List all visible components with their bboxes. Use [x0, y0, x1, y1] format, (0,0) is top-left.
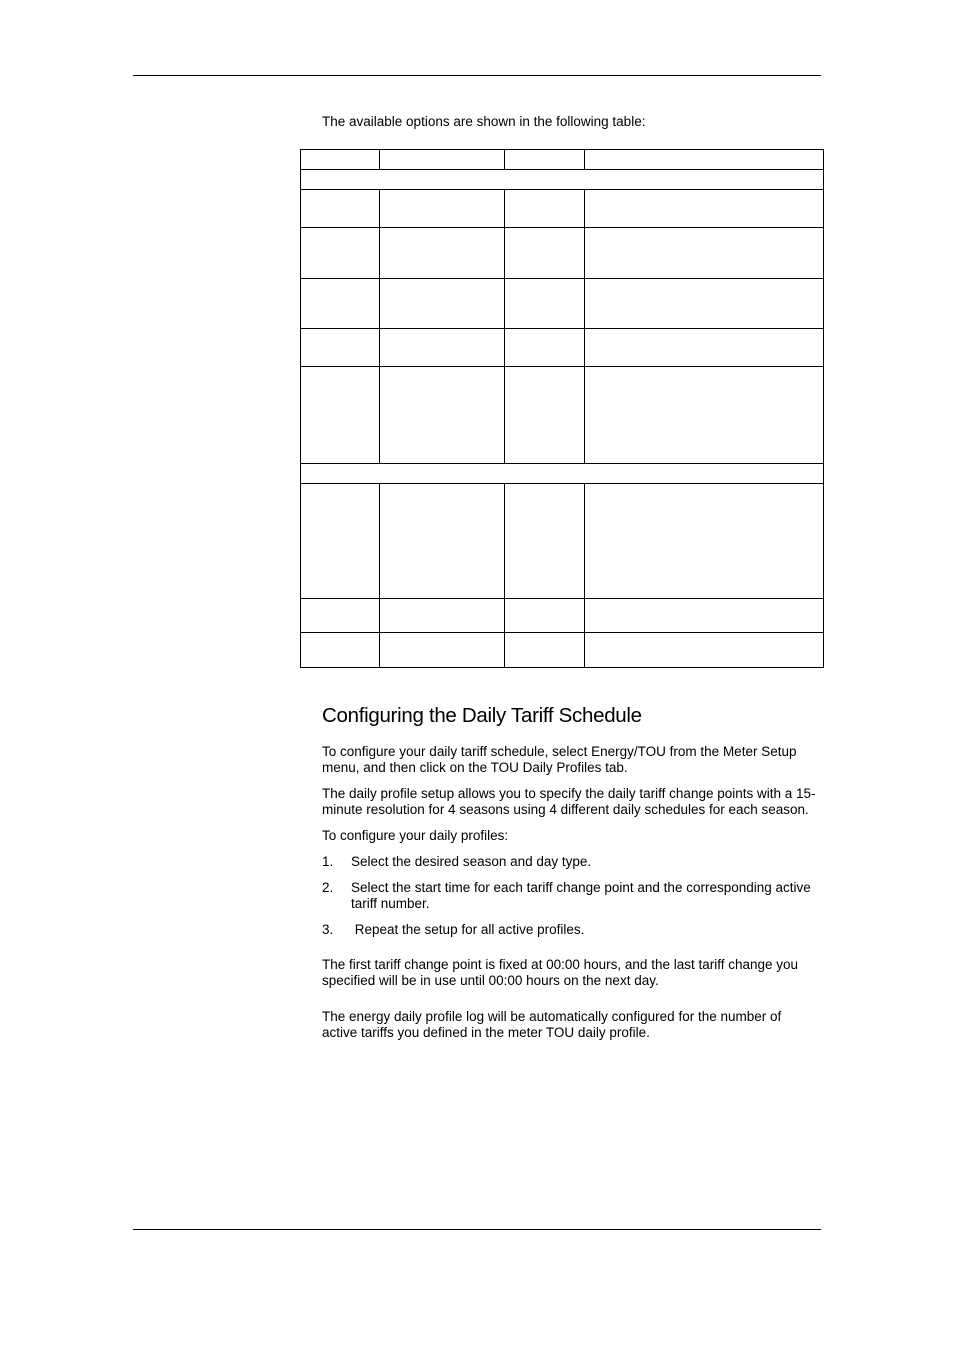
- note-paragraph: The first tariff change point is fixed at 00:00 hours, and the last tariff change you specified will be in use until 00:00 hours on the next day.: [322, 957, 799, 988]
- footer-rule: [133, 1229, 821, 1230]
- list-item: [322, 854, 817, 870]
- step-number: 3.: [322, 922, 334, 937]
- paragraph: The daily profile setup allows you to specify the daily tariff change points with a 15-minute resolution for 4 seasons using 4 different daily schedules for each season.: [322, 786, 816, 817]
- steps-list: [322, 854, 817, 938]
- step-text: Select the desired season and day type.: [351, 854, 592, 869]
- table-section-row: [301, 170, 824, 190]
- table-row: [301, 599, 824, 633]
- table-row: [301, 633, 824, 668]
- list-item: [322, 922, 817, 938]
- step-text: Repeat the setup for all active profiles.: [351, 922, 585, 937]
- note-paragraph: The energy daily profile log will be automatically configured for the number of active tariffs you defined in the meter TOU daily profile.: [322, 1009, 782, 1040]
- table-row: [301, 190, 824, 228]
- step-number: 1.: [322, 854, 334, 869]
- step-number: 2.: [322, 880, 334, 895]
- paragraph: To configure your daily profiles:: [322, 828, 509, 843]
- options-table: [300, 149, 824, 668]
- table-row: [301, 228, 824, 279]
- table-row: [301, 484, 824, 599]
- header-rule: [133, 75, 821, 76]
- table-row: [301, 367, 824, 464]
- list-item: [322, 880, 817, 912]
- paragraph: To configure your daily tariff schedule, select Energy/TOU from the Meter Setup menu, and then click on the TOU Daily Profiles tab.: [322, 744, 797, 775]
- table-section-row: [301, 464, 824, 484]
- table-row: [301, 279, 824, 329]
- intro-text: The available options are shown in the following table:: [322, 114, 646, 129]
- section-content: [322, 703, 817, 1051]
- table-row: [301, 329, 824, 367]
- step-text: Select the start time for each tariff change point and the corresponding active tariff number.: [351, 880, 811, 911]
- table-header-row: [301, 150, 824, 170]
- section-title: Configuring the Daily Tariff Schedule: [322, 704, 642, 727]
